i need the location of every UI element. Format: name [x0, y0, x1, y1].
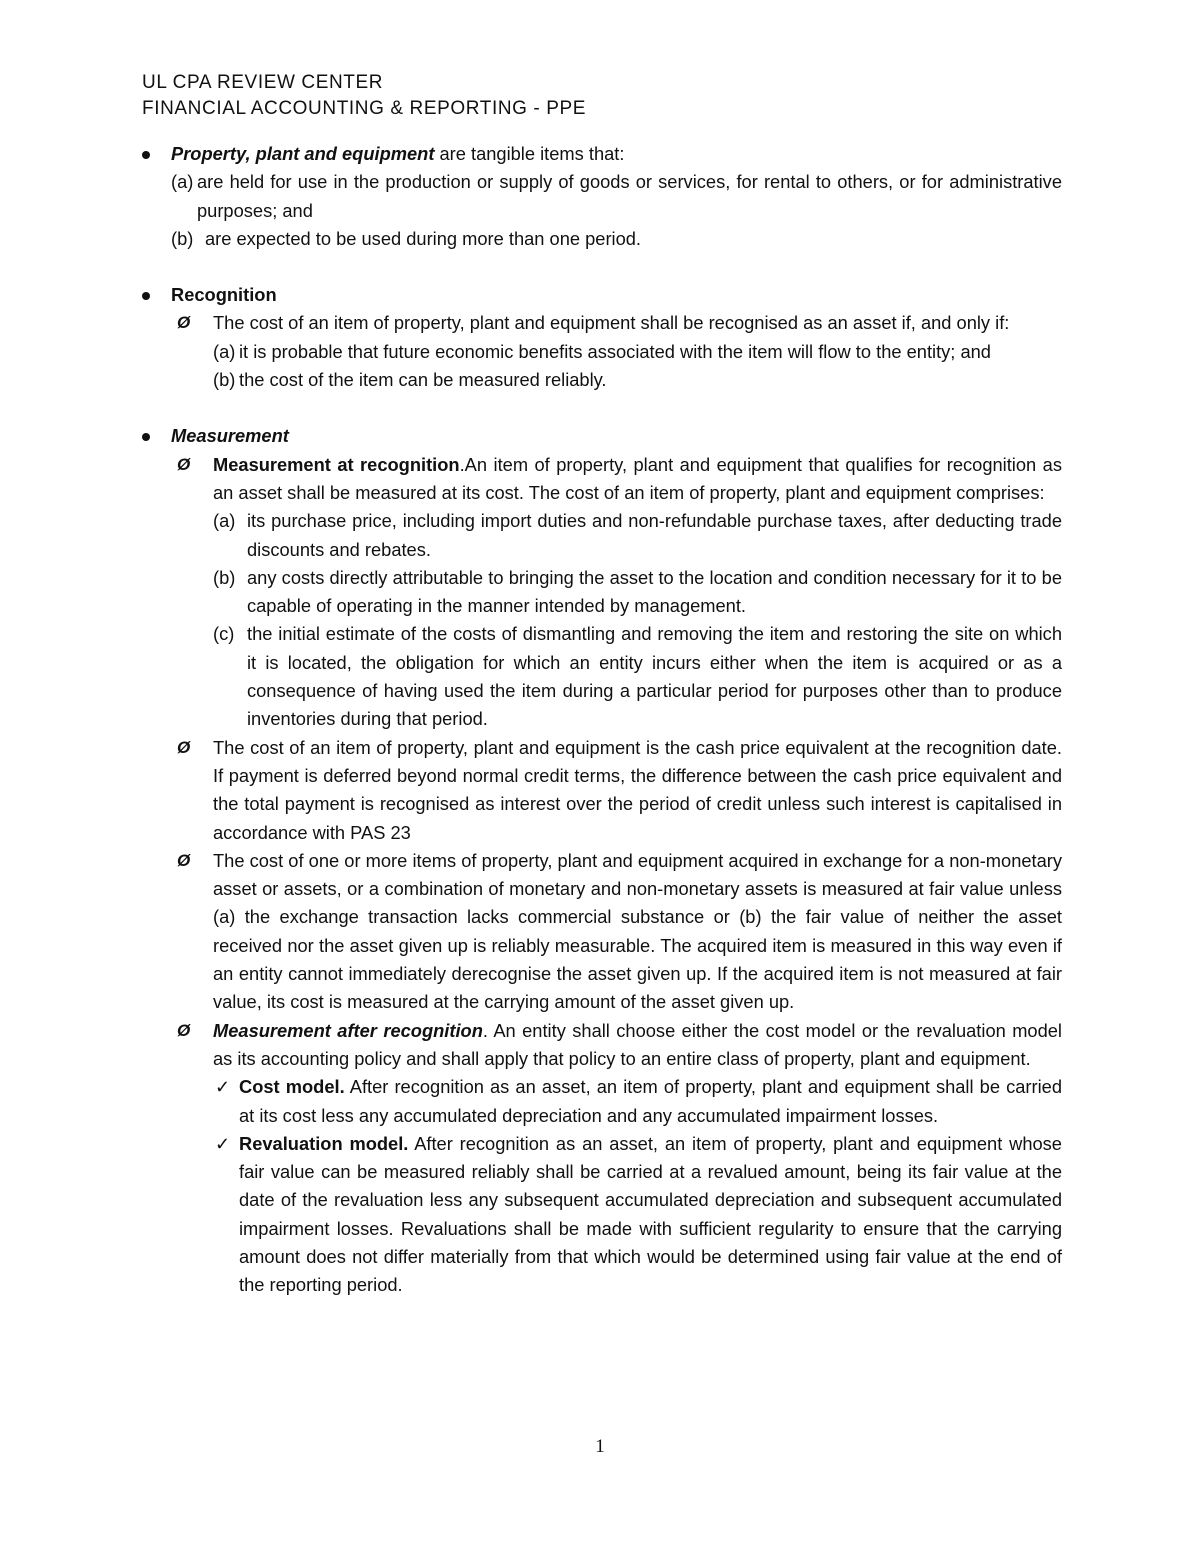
list-item	[213, 620, 1062, 733]
bullet-icon	[142, 151, 150, 159]
recognition-text: The cost of an item of property, plant and equipment shall be recognised as an asset if, and only if:	[213, 312, 1010, 334]
header-line-2: FINANCIAL ACCOUNTING & REPORTING - PPE	[142, 98, 587, 119]
measurement-section	[142, 422, 1062, 1299]
paragraph-text: . An entity shall choose either the cost model or the revaluation model as its accounting policy and shall apply that policy to an entire class of property, plant and equipment.	[213, 1019, 1062, 1069]
paragraph-lead: Measurement at recognition	[213, 453, 460, 475]
arrow-bullet-icon: Ø	[177, 313, 189, 333]
item-text: the initial estimate of the costs of dismantling and removing the item and restoring the site on which it is located, the obligation for which an entity incurs either when the item is acquired or as a consequence of having used the item during a particular period for purposes other than to produce inventories during that period.	[247, 623, 1062, 730]
item-text: its purchase price, including import duties and non-refundable purchase taxes, after deducting trade discounts and rebates.	[247, 510, 1062, 560]
checkmark-icon: ✓	[215, 1133, 231, 1154]
bullet-icon	[142, 292, 150, 300]
definition-intro	[171, 140, 1062, 168]
definition-section	[142, 140, 1062, 253]
bullet-icon	[142, 433, 150, 441]
page-number: 1	[595, 1436, 605, 1457]
paragraph-text: The cost of an item of property, plant and equipment is the cash price equivalent at the recognition date. If payment is deferred beyond normal credit terms, the difference between the cash price equivalent and the total payment is recognised as interest over the period of credit unless such interest is capitalised in accordance with PAS 23	[213, 736, 1062, 843]
list-item	[213, 564, 1062, 621]
item-label: (a)	[213, 510, 236, 532]
item-label: (b)	[213, 369, 236, 391]
arrow-bullet-icon: Ø	[177, 454, 189, 474]
list-item	[171, 225, 1062, 253]
paragraph-lead: Measurement after recognition	[213, 1019, 483, 1041]
item-label: (a)	[171, 171, 194, 193]
recognition-section	[142, 281, 1062, 394]
recognition-rule	[171, 309, 1062, 394]
arrow-bullet-icon: Ø	[177, 850, 189, 870]
revaluation-model-item	[213, 1130, 1062, 1300]
cost-model-item	[213, 1073, 1062, 1130]
item-lead: Revaluation model.	[239, 1132, 409, 1154]
item-label: (b)	[213, 566, 236, 588]
item-text: any costs directly attributable to bringing the asset to the location and condition necessary for it to be capable of operating in the manner intended by management.	[247, 566, 1062, 617]
definition-intro-text: are tangible items that:	[434, 143, 625, 164]
paragraph-text: .An item of property, plant and equipment that qualifies for recognition as an asset shall be measured at its cost. The cost of an item of property, plant and equipment comprises:	[213, 453, 1062, 503]
page-header	[142, 70, 586, 122]
list-item	[213, 338, 1062, 366]
item-text: After recognition as an asset, an item of property, plant and equipment whose fair value can be measured reliably shall be carried at a revalued amount, being its fair value at the date of the revaluation less any subsequent accumulated depreciation and subsequent accumulated impairment losses. Revaluations shall be made with sufficient regularity to ensure that the carrying amount does not differ materially from that which would be determined using fair value at the end of the reporting period.	[239, 1132, 1062, 1296]
list-item	[171, 168, 1062, 225]
item-label: (b)	[171, 227, 194, 249]
item-label: (c)	[213, 623, 235, 645]
definition-term: Property, plant and equipment	[171, 143, 435, 164]
document-body	[142, 140, 1062, 1300]
arrow-bullet-icon: Ø	[177, 1020, 189, 1040]
list-item	[213, 507, 1062, 564]
item-lead: Cost model.	[239, 1076, 345, 1098]
cash-price-paragraph	[171, 734, 1062, 847]
paragraph-text: The cost of one or more items of property, plant and equipment acquired in exchange for a non-monetary asset or assets, or a combination of monetary and non-monetary assets is measured at fair value unless (a) the exchange transaction lacks commercial substance or (b) the fair value of neither the asset received nor the asset given up is reliably measurable. The acquired item is measured in this way even if an entity cannot immediately derecognise the asset given up. If the acquired item is not measured at fair value, its cost is measured at the carrying amount of the asset given up.	[213, 849, 1062, 1013]
measurement-at-recognition	[171, 451, 1062, 734]
measurement-after-recognition	[171, 1017, 1062, 1300]
arrow-bullet-icon: Ø	[177, 737, 189, 757]
item-text: the cost of the item can be measured reliably.	[239, 369, 607, 391]
item-text: are held for use in the production or supply of goods or services, for rental to others, or for administrative purposes; and	[197, 171, 1062, 221]
list-item	[213, 366, 1062, 394]
item-text: are expected to be used during more than one period.	[205, 227, 642, 249]
recognition-heading: Recognition	[171, 284, 277, 306]
item-text: it is probable that future economic benefits associated with the item will flow to the entity; and	[239, 340, 991, 362]
exchange-paragraph	[171, 847, 1062, 1017]
header-line-1: UL CPA REVIEW CENTER	[142, 72, 384, 93]
checkmark-icon: ✓	[215, 1077, 231, 1098]
measurement-heading: Measurement	[171, 425, 289, 447]
item-label: (a)	[213, 340, 236, 362]
item-text: After recognition as an asset, an item of property, plant and equipment shall be carried at its cost less any accumulated depreciation and any accumulated impairment losses.	[239, 1076, 1062, 1126]
